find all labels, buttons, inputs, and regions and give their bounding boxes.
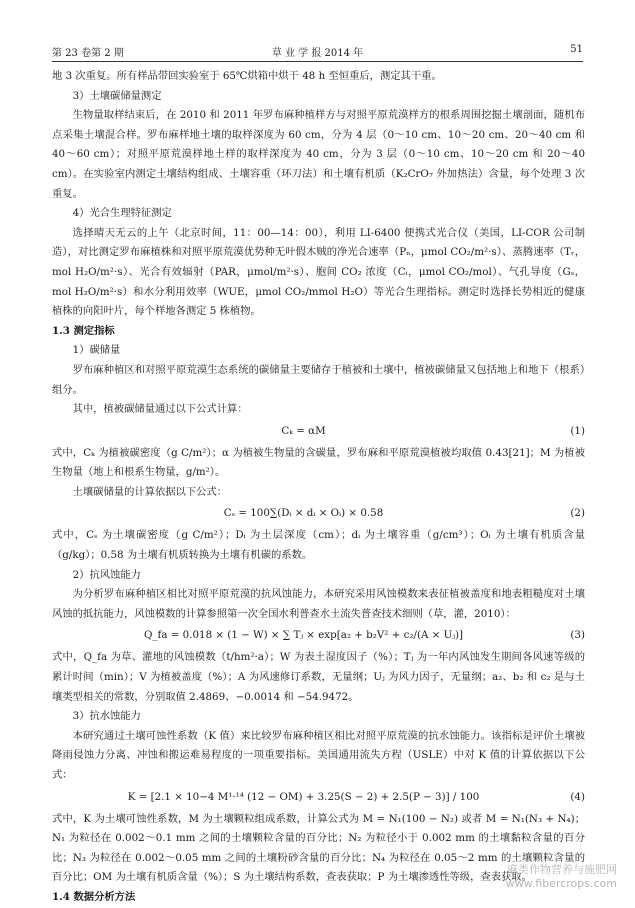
equation-16 — [52, 626, 585, 646]
equation-expression: K = [2.1 × 10−4 M¹·¹⁴ (12 − OM) + 3.25(S − 2) + 2.5(P − 3)] / 100 — [127, 790, 480, 803]
paragraph: 其中，植被碳储量通过以下公式计算： — [72, 403, 248, 416]
paragraph: 生物量取样结束后，在 2010 和 2011 年罗布麻种植样方与对照平原荒漠样方的根系周围挖掘土壤剖面，随机布点采集土壤混合样。罗布麻样地土壤的取样深度为 60 cm，分为 4 层（0～10 cm、10～20 cm、20～40 cm 和 40～60 cm）；对照平原荒漠样地土样的取样深度为 40 cm，分为 3 层（0～10 cm、10～20 cm 和 20～40 cm）。在实验室内测定土壤结构组成、土壤容重（环刀法）和土壤有机质（K₂CrO₇ 外加热法）含量，每个处理 3 次重复。 — [52, 109, 585, 200]
equation-number: (1) — [570, 424, 585, 437]
watermark — [506, 863, 617, 891]
subsection-heading: 1）碳储量 — [72, 344, 121, 357]
paragraph: 式中，Cₖ 为植被碳密度（g C/m²）；α 为植被生物量的含碳量，罗布麻和平原荒漠植被均取值 0.43[21]；M 为植被生物量（地上和根系生物量，g/m²）。 — [52, 446, 585, 479]
watermark-url: www.fibercrops.com — [505, 877, 617, 890]
paragraph: 地 3 次重复。所有样品带回实验室于 65℃烘箱中烘干 48 h 至恒重后，测定其干重。 — [52, 70, 442, 82]
header-rule — [52, 61, 583, 62]
paragraph: 罗布麻种植区和对照平原荒漠生态系统的碳储量主要储存于植被和土壤中，植被碳储量又包括地上和地下（根系）组分。 — [52, 363, 585, 396]
header-volume-issue: 第 23 卷第 2 期 — [52, 48, 124, 59]
equation-expression: Q_fa = 0.018 × (1 − W) × ∑ Tⱼ × exp[a₂ + b₂V² + c₂/(A × Uⱼ)] — [143, 629, 464, 642]
subsection-heading: 4）光合生理特征测定 — [72, 207, 172, 220]
paragraph: 选择晴天无云的上午（北京时间，11：00—14：00），利用 LI-6400 便携式光合仪（美国，LI-COR 公司制造），对比测定罗布麻植株和对照平原荒漠优势种无叶假木贼的净光合速率（Pₙ，μmol CO₂/m²·s）、蒸腾速率（Tᵣ，mol H₂O/m²·s）、光合有效辐射（PAR，μmol/m²·s）、胞间 CO₂ 浓度（Cᵢ，μmol CO₂/mol）、气孔导度（Gₛ，mol H₂O/m²·s）和水分利用效率（WUE，μmol CO₂/mmol H₂O）等光合生理指标。测定时选择长势相近的健康植株的向阳叶片，每个样地各测定 5 株植物。 — [52, 226, 585, 318]
paragraph: 为分析罗布麻种植区相比对照平原荒漠的抗风蚀能力，本研究采用风蚀模数来表征植被盖度和地表粗糙度对土壤风蚀的抵抗能力，风蚀模数的计算参照第一次全国水利普查水土流失普查技术细则（草，灌，2010）： — [52, 588, 585, 620]
equation-number: (4) — [570, 790, 585, 803]
equation-20 — [52, 788, 585, 808]
article-body — [52, 67, 585, 908]
equation-12 — [52, 504, 585, 524]
running-header — [52, 44, 583, 60]
equation-number: (3) — [570, 629, 585, 642]
paragraph: 式中，Cₛ 为土壤碳密度（g C/m²）；Dᵢ 为土层深度（cm）；dᵢ 为土壤容重（g/cm³）；Oᵢ 为土壤有机质含量（g/kg）；0.58 为土壤有机质转换为土壤有机碳的系数。 — [52, 529, 585, 562]
equation-expression: Cₖ = αM — [281, 424, 326, 437]
header-journal-title: 草 业 学 报 2014 年 — [271, 48, 364, 59]
section-heading: 1.3 测定指标 — [52, 324, 115, 337]
equation-9 — [52, 422, 585, 442]
watermark-name: 麻类作物营养与施肥网 — [507, 863, 617, 876]
equation-number: (2) — [570, 507, 585, 520]
equation-expression: Cₛ = 100∑(Dᵢ × dᵢ × Oᵢ) × 0.58 — [223, 507, 384, 520]
subsection-heading: 3）抗水蚀能力 — [72, 710, 141, 723]
section-heading: 1.4 数据分析方法 — [52, 890, 136, 903]
paragraph: 本研究通过土壤可蚀性系数（K 值）来比较罗布麻种植区相比对照平原荒漠的抗水蚀能力。该指标是评价土壤被降雨侵蚀力分离、冲蚀和搬运难易程度的一项重要指标。美国通用流失方程（USLE）中对 K 值的计算依据以下公式： — [52, 729, 585, 781]
paragraph: 土壤碳储量的计算依据以下公式： — [72, 485, 228, 498]
subsection-heading: 3）土壤碳储量测定 — [72, 89, 162, 102]
header-page-number: 51 — [570, 44, 583, 55]
paragraph: 式中，K 为土壤可蚀性系数，M 为土壤颗粒组成系数，计算公式为 M = N₁(100 − N₂) 或者 M = N₁(N₃ + N₄)；N₁ 为粒径在 0.002～0.1 mm 之间的土壤颗粒含量的百分比；N₂ 为粒径小于 0.002 mm 的土壤黏粒含量的百分比；N₃ 为粒径在 0.002～0.05 mm 之间的土壤粉砂含量的百分比；N₄ 为粒径在 0.05～2 mm 的土壤颗粒含量的百分比；OM 为土壤有机质含量（%）；S 为土壤结构系数，查表获取；P 为土壤渗透性等级，查表获取。 — [52, 812, 585, 884]
paragraph: 式中，Q_fa 为草、灌地的风蚀模数（t/hm²·a）；W 为表土湿度因子（%）；Tⱼ 为一年内风蚀发生期间各风速等级的累计时间（min）；V 为植被盖度（%）；A 为风速修订系数，无量纲；Uⱼ 为风力因子，无量纲；a₂、b₂ 和 c₂ 是与土壤类型相关的常数，分别取值 2.4869、−0.0014 和 −54.9472。 — [52, 651, 585, 703]
subsection-heading: 2）抗风蚀能力 — [72, 568, 141, 581]
